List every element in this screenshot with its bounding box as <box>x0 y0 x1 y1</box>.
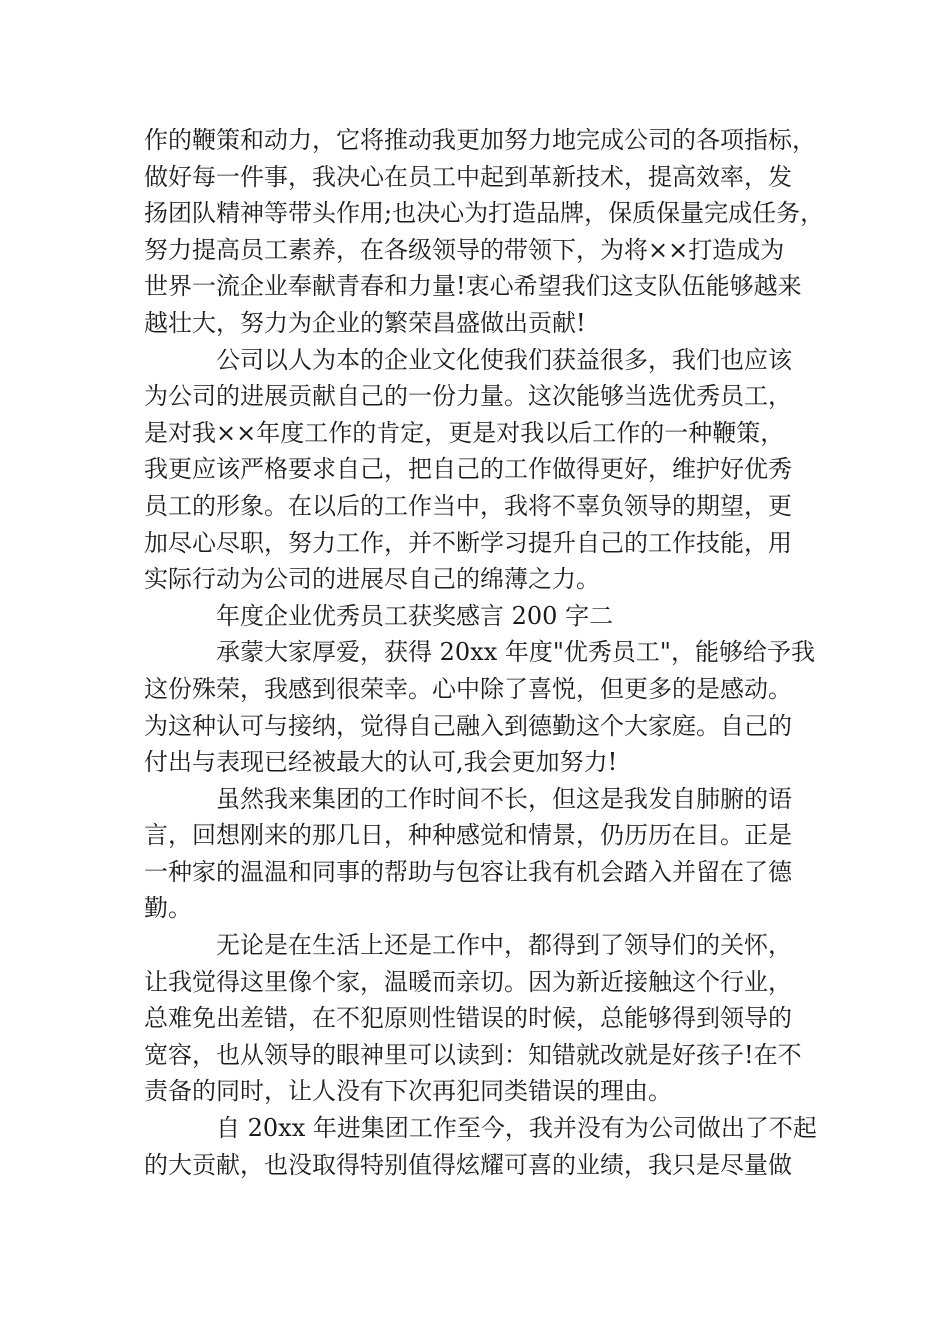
text-line: 越壮大，努力为企业的繁荣昌盛做出贡献! <box>144 308 586 337</box>
text-line: 努力提高员工素养，在各级领导的带领下，为将××打造成为 <box>144 235 785 264</box>
text-line: 作的鞭策和动力，它将推动我更加努力地完成公司的各项指标， <box>144 126 816 154</box>
text-line: 是对我××年度工作的肯定，更是对我以后工作的一种鞭策， <box>144 418 785 447</box>
text-line: 让我觉得这里像个家，温暖而亲切。因为新近接触这个行业， <box>144 967 792 996</box>
paragraph-first-line: 自 20xx 年进集团工作至今，我并没有为公司做出了不起 <box>216 1114 817 1143</box>
text-line: 加尽心尽职，努力工作，并不断学习提升自己的工作技能，用 <box>144 528 792 557</box>
paragraph-first-line: 无论是在生活上还是工作中，都得到了领导们的关怀， <box>216 931 792 960</box>
text-line: 勤。 <box>144 894 192 923</box>
text-line: 员工的形象。在以后的工作当中，我将不辜负领导的期望，更 <box>144 491 792 520</box>
paragraph-first-line: 虽然我来集团的工作时间不长，但这是我发自肺腑的语 <box>216 784 792 813</box>
paragraph-first-line: 承蒙大家厚爱，获得 20xx 年度"优秀员工"，能够给予我 <box>216 638 815 667</box>
text-line: 扬团队精神等带头作用;也决心为打造品牌，保质保量完成任务， <box>144 199 825 228</box>
text-line: 责备的同时，让人没有下次再犯同类错误的理由。 <box>144 1077 672 1106</box>
section-heading: 年度企业优秀员工获奖感言 200 字二 <box>216 601 614 630</box>
text-line: 世界一流企业奉献青春和力量!衷心希望我们这支队伍能够越来 <box>144 272 802 301</box>
text-line: 我更应该严格要求自己，把自己的工作做得更好，维护好优秀 <box>144 455 792 484</box>
text-line: 一种家的温温和同事的帮助与包容让我有机会踏入并留在了德 <box>144 857 792 886</box>
text-line: 为这种认可与接纳，觉得自己融入到德勤这个大家庭。自己的 <box>144 711 792 740</box>
text-line: 做好每一件事，我决心在员工中起到革新技术，提高效率，发 <box>144 162 792 191</box>
text-line: 这份殊荣，我感到很荣幸。心中除了喜悦，但更多的是感动。 <box>144 674 792 703</box>
text-line: 付出与表现已经被最大的认可,我会更加努力! <box>144 748 618 777</box>
text-line: 为公司的进展贡献自己的一份力量。这次能够当选优秀员工， <box>144 382 792 411</box>
document-body <box>144 122 825 1183</box>
paragraph-first-line: 公司以人为本的企业文化使我们获益很多，我们也应该 <box>216 345 792 374</box>
text-line: 宽容，也从领导的眼神里可以读到：知错就改就是好孩子!在不 <box>144 1040 802 1069</box>
text-line: 实际行动为公司的进展尽自己的绵薄之力。 <box>144 565 600 594</box>
text-line: 的大贡献，也没取得特别值得炫耀可喜的业绩，我只是尽量做 <box>144 1150 792 1179</box>
text-line: 总难免出差错，在不犯原则性错误的时候，总能够得到领导的 <box>144 1004 792 1033</box>
text-line: 言，回想刚来的那几日，种种感觉和情景，仍历历在目。正是 <box>144 821 792 850</box>
